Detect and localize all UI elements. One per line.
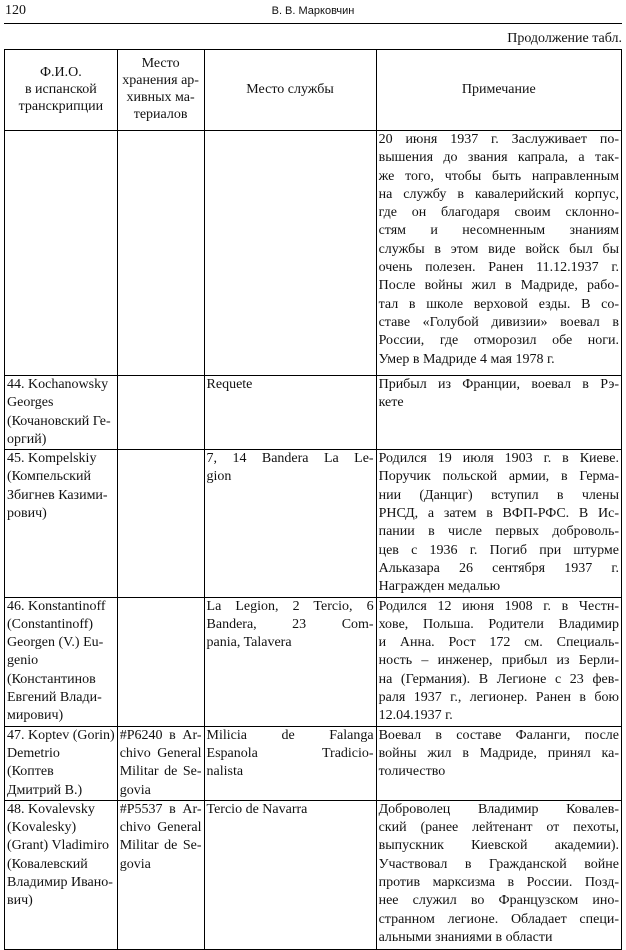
header-note [376, 50, 621, 131]
cell-name [5, 376, 118, 450]
archive-text-line: govia [119, 856, 151, 872]
service-text-line: pania, Talavera [206, 635, 292, 651]
cell-name [5, 450, 118, 597]
note-text-line: же того, чтобы быть направленным [378, 168, 619, 184]
note-text-line: России, где отморозил обе ноги. [378, 333, 619, 349]
name-text-line: (Kovalesky) [7, 820, 77, 836]
table-row [5, 376, 622, 450]
note-text-line: Награжден медалью [378, 579, 501, 595]
header-line: хивных ма- [126, 90, 195, 105]
note-text-line: Поручик польской армии, в Герма- [378, 469, 619, 485]
header-service [204, 50, 376, 131]
note-text-line: цев с 1936 г. Погиб при штурме [378, 542, 619, 558]
name-text-line: Demetrio [7, 745, 60, 761]
note-text-line: толичество [378, 764, 446, 780]
service-text-line: Bandera, 23 Com- [206, 616, 374, 632]
note-text-line: и Анна. Рост 172 см. Специаль- [378, 635, 619, 651]
name-text-line: genio [7, 653, 39, 669]
note-text-line: альными знаниями в области [378, 929, 553, 945]
archive-text-line: Militar de Se- [119, 838, 202, 854]
archive-text-line: govia [119, 782, 151, 798]
cell-archive [117, 450, 204, 597]
archive-text-line: chivo General [119, 820, 202, 836]
name-text-line: 47. Koptev (Gorin) [7, 727, 115, 743]
cell-archive [117, 131, 204, 376]
archive-text-line: #P6240 в Ar- [119, 727, 202, 743]
archive-text-line: #P5537 в Ar- [119, 801, 202, 817]
note-text-line: 20 июня 1937 г. Заслуживает по- [378, 132, 619, 147]
note-text-line: нии (Данциг) вступил в члены [378, 487, 619, 503]
note-text-line: тал в школе верховой езды. В со- [378, 296, 619, 312]
service-text-line: Milicia de Falanga [206, 727, 374, 743]
archive-text-line: Militar de Se- [119, 764, 202, 780]
cell-name [5, 597, 118, 726]
table-row [5, 450, 622, 597]
name-text-line: 44. Kochanowsky [7, 377, 109, 392]
note-text-line: ность – инженер, прибыл из Берли- [378, 653, 619, 669]
name-text-line: мирович) [7, 708, 64, 724]
service-text-line: La Legion, 2 Tercio, 6 [206, 598, 374, 614]
header-line: хранения ар- [122, 73, 199, 88]
header-line: Место службы [246, 81, 334, 97]
table-row [5, 597, 622, 726]
name-text-line: 45. Kompelskiy [7, 451, 97, 467]
service-text-line: Tercio de Navarra [206, 801, 308, 817]
note-text-line: стям и несомненным знаниям [378, 223, 619, 239]
cell-service [204, 800, 376, 949]
cell-archive [117, 800, 204, 949]
header-line: териалов [133, 107, 188, 122]
note-text-line: Участвовал в Гражданской войне [378, 856, 619, 872]
table-header-row [5, 50, 622, 131]
header-line: Место [141, 56, 180, 71]
cell-service [204, 131, 376, 376]
service-text-line: nalista [206, 764, 244, 780]
name-text-line: Дмитрий В.) [7, 782, 83, 798]
name-text-line: (Grant) Vladimiro [7, 838, 109, 854]
name-text-line: рович) [7, 506, 47, 522]
table-row [5, 800, 622, 949]
name-text-line: (Компельский [7, 469, 91, 485]
cell-name [5, 131, 118, 376]
note-text-line: нее служил во Французском ино- [378, 893, 619, 909]
cell-name [5, 800, 118, 949]
note-text-line: раля 1937 г., легионер. Ранен в бою [378, 690, 619, 706]
header-line: в испанской [24, 81, 97, 97]
cell-note [376, 131, 621, 376]
archive-text-line: chivo General [119, 745, 202, 761]
page-number: 120 [5, 3, 26, 18]
cell-service [204, 597, 376, 726]
service-text-line: Espanola Tradicio- [206, 745, 374, 761]
cell-archive [117, 726, 204, 800]
note-text-line: войны жил в Мадриде, принял ка- [378, 745, 619, 761]
name-text-line: Збигнев Казими- [7, 487, 108, 503]
name-text-line: (Ковалевский [7, 856, 88, 872]
cell-service [204, 376, 376, 450]
cell-note [376, 450, 621, 597]
cell-service [204, 726, 376, 800]
name-text-line: (Константинов [7, 671, 96, 687]
table-row [5, 131, 622, 376]
note-text-line: РНСД, а затем в ВФП-РФС. В Ис- [378, 506, 619, 522]
name-text-line: вич) [7, 893, 33, 909]
note-text-line: где он благодаря своим склонно- [378, 205, 619, 221]
note-text-line: После войны жил в Мадриде, рабо- [378, 278, 619, 294]
note-text-line: Прибыл из Франции, воевал в Рэ- [378, 377, 619, 392]
cell-archive [117, 376, 204, 450]
header-line: транскрипции [18, 98, 104, 114]
table-continuation-label: Продолжение табл. [507, 31, 622, 46]
header-name [5, 50, 118, 131]
note-text-line: очень полезен. Ранен 11.12.1937 г. [378, 260, 619, 276]
name-text-line: Владимир Ивано- [7, 875, 113, 891]
cell-service [204, 450, 376, 597]
note-text-line: Родился 19 июля 1903 г. в Киеве. [378, 451, 619, 467]
name-text-line: (Коптев [7, 764, 54, 780]
cell-note [376, 800, 621, 949]
name-text-line: 48. Kovalevsky [7, 801, 95, 817]
name-text-line: (Constantinoff) [7, 616, 94, 632]
name-text-line: оргий) [7, 431, 47, 447]
note-text-line: кете [378, 395, 404, 411]
cell-note [376, 597, 621, 726]
note-text-line: вышения до звания капрала, а так- [378, 150, 619, 166]
note-text-line: Альказара 26 сентября 1937 г. [378, 560, 619, 576]
cell-note [376, 726, 621, 800]
note-text-line: ставе «Голубой дивизии» воевал в [378, 314, 619, 330]
name-text-line: 46. Konstantinoff [7, 598, 106, 614]
table-row [5, 726, 622, 800]
name-text-line: Georgen (V.) Eu- [7, 635, 104, 651]
service-text-line: gion [206, 469, 232, 485]
cell-note [376, 376, 621, 450]
note-text-line: на службу в кавалерийский корпус, [378, 186, 619, 202]
note-text-line: Умер в Мадриде 4 мая 1978 г. [378, 351, 555, 367]
service-text-line: Requete [206, 377, 253, 392]
running-head: В. В. Марковчин [271, 5, 355, 17]
note-text-line: Воевал в составе Фаланги, после [378, 727, 619, 743]
name-text-line: (Кочановский Ге- [7, 413, 111, 429]
note-text-line: выпускник Киевской академии). [378, 838, 619, 854]
note-text-line: странном легионе. Обладает специ- [378, 911, 619, 927]
header-line: Примечание [461, 81, 536, 97]
name-text-line: Georges [7, 395, 54, 411]
note-text-line: службы в этом виде войск был бы [378, 241, 619, 257]
header-archive [117, 50, 204, 131]
note-text-line: Родился 12 июня 1908 г. в Честн- [378, 598, 619, 614]
personnel-table [4, 49, 622, 950]
header-line: Ф.И.О. [39, 64, 82, 80]
note-text-line: пании в числе первых доброволь- [378, 524, 619, 540]
note-text-line: против марксизма в России. Позд- [378, 875, 619, 891]
note-text-line: ский (ранее лейтенант от пехоты, [378, 820, 619, 836]
header-rule [4, 23, 622, 24]
note-text-line: хове, Польша. Родители Владимир [378, 616, 619, 632]
cell-name [5, 726, 118, 800]
note-text-line: на (Германия). В Легионе с 23 фев- [378, 671, 619, 687]
cell-archive [117, 597, 204, 726]
service-text-line: 7, 14 Bandera La Le- [206, 451, 374, 467]
name-text-line: Евгений Влади- [7, 690, 102, 706]
note-text-line: 12.04.1937 г. [378, 708, 453, 724]
note-text-line: Доброволец Владимир Ковалев- [378, 801, 619, 817]
